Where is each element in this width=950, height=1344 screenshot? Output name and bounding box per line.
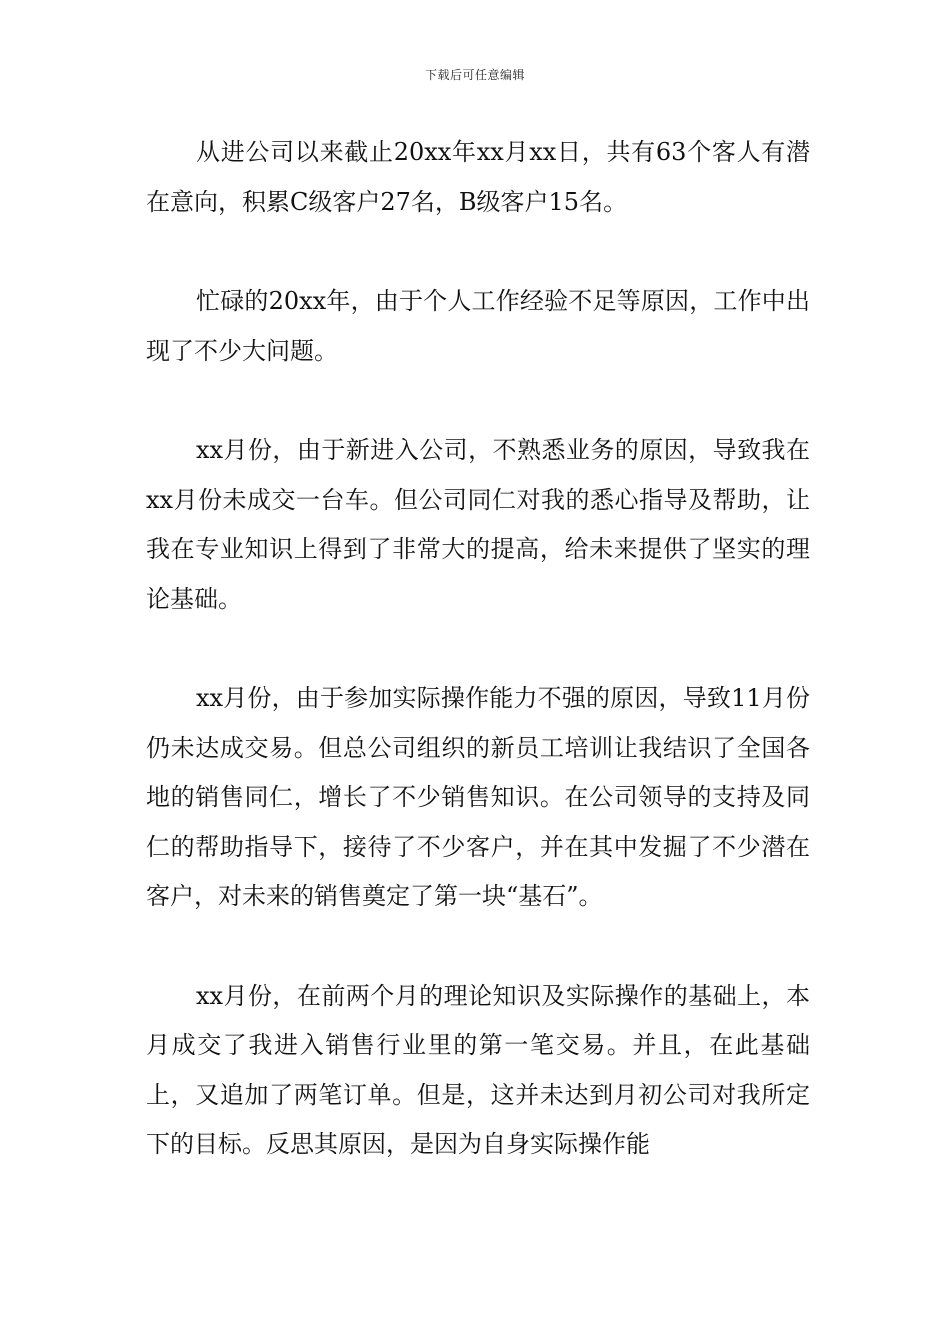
paragraph-customer-summary: 从进公司以来截止20xx年xx月xx日，共有63个客人有潜在意向，积累C级客户27名，B级客户15名。: [146, 138, 810, 216]
paragraph-third-month: xx月份，在前两个月的理论知识及实际操作的基础上，本月成交了我进入销售行业里的第一笔交易。并且，在此基础上，又追加了两笔订单。但是，这并未达到月初公司对我所定下的目标。反思其原因，是因为自身实际操作能: [146, 981, 810, 1158]
paragraph-second-month: xx月份，由于参加实际操作能力不强的原因，导致11月份仍未达成交易。但总公司组织的新员工培训让我结识了全国各地的销售同仁，增长了不少销售知识。在公司领导的支持及同仁的帮助指导下，接待了不少客户，并在其中发掘了不少潜在客户，对未来的销售奠定了第一块“基石”。: [146, 684, 810, 910]
paragraph-first-month: xx月份，由于新进入公司，不熟悉业务的原因，导致我在xx月份未成交一台车。但公司同仁对我的悉心指导及帮助，让我在专业知识上得到了非常大的提高，给未来提供了坚实的理论基础。: [146, 436, 810, 613]
paragraph-year-overview: 忙碌的20xx年，由于个人工作经验不足等原因，工作中出现了不少大问题。: [146, 287, 810, 365]
document-body: [146, 128, 810, 1220]
header-note: 下载后可任意编辑: [424, 68, 525, 82]
